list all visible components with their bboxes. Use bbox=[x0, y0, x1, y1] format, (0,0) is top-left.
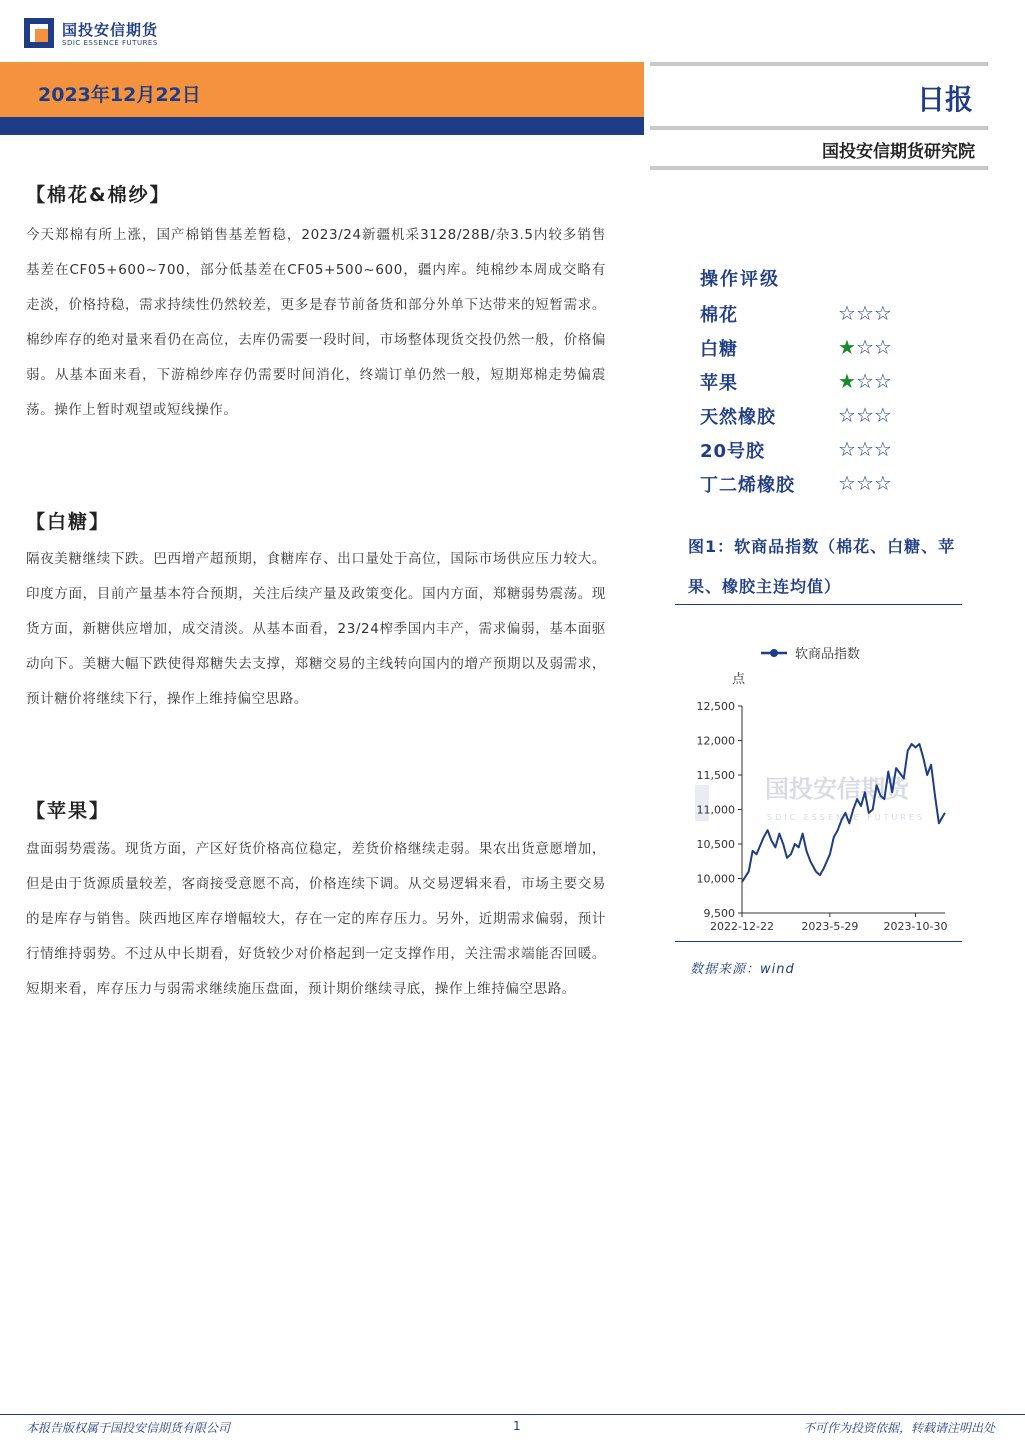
rating-stars bbox=[838, 335, 892, 359]
rating-panel bbox=[700, 265, 980, 503]
legend-label: 软商品指数 bbox=[795, 647, 861, 662]
y-tick-label: 12,500 bbox=[696, 700, 735, 713]
report-type: 日报 bbox=[916, 83, 973, 116]
report-date: 2023年12月22日 bbox=[38, 84, 201, 106]
x-tick-label: 2022-12-22 bbox=[710, 920, 774, 933]
star-empty-icon: ☆ bbox=[873, 437, 892, 461]
banner-strip bbox=[0, 117, 644, 135]
rating-label: 白糖 bbox=[700, 339, 738, 360]
section-title-apple: 【苹果】 bbox=[26, 800, 111, 822]
section-body-sugar: 隔夜美糖继续下跌。巴西增产超预期，食糖库存、出口量处于高位，国际市场供应压力较大。印度方面，目前产量基本符合预期，关注后续产量及政策变化。国内方面，郑糖弱势震荡。现货方面，新糖供应增加，成交清淡。从基本面看，23/24榨季国内丰产，需求偏弱，基本面驱动向下。美糖大幅下跌使得郑糖失去支撑，郑糖交易的主线转向国内的增产预期以及弱需求，预计糖价将继续下行，操作上维持偏空思路。 bbox=[26, 551, 606, 707]
y-tick-label: 11,500 bbox=[696, 769, 735, 782]
data-source: 数据来源：wind bbox=[690, 962, 795, 977]
page-number: 1 bbox=[513, 1419, 521, 1433]
rating-row bbox=[700, 299, 980, 333]
soft-commodity-index-chart bbox=[675, 630, 965, 940]
figure-title: 图1：软商品指数（棉花、白糖、苹果、橡胶主连均值） bbox=[688, 537, 956, 596]
rating-panel-title: 操作评级 bbox=[700, 269, 780, 290]
rating-row bbox=[700, 367, 980, 401]
header-divider bbox=[650, 62, 988, 66]
star-empty-icon: ☆ bbox=[873, 301, 892, 325]
rating-row bbox=[700, 401, 980, 435]
institute-name: 国投安信期货研究院 bbox=[822, 142, 975, 162]
rating-label: 天然橡胶 bbox=[700, 407, 776, 428]
watermark-text: 国投安信期货 bbox=[765, 775, 909, 803]
y-tick-label: 11,000 bbox=[696, 803, 735, 817]
section-title-cotton: 【棉花&棉纱】 bbox=[26, 184, 171, 206]
footer-divider bbox=[0, 1414, 1025, 1415]
section-title-sugar: 【白糖】 bbox=[26, 511, 111, 533]
logo-text-en: SDIC ESSENCE FUTURES bbox=[62, 39, 158, 47]
star-empty-icon: ☆ bbox=[873, 471, 892, 495]
y-tick-label: 10,500 bbox=[696, 838, 735, 851]
header-divider bbox=[650, 126, 988, 130]
x-tick-label: 2023-10-30 bbox=[883, 920, 948, 933]
star-empty-icon: ☆ bbox=[838, 471, 856, 495]
rating-row bbox=[700, 435, 980, 469]
rating-label: 丁二烯橡胶 bbox=[700, 475, 795, 496]
star-empty-icon: ☆ bbox=[855, 437, 874, 461]
company-logo bbox=[24, 18, 164, 52]
star-filled-icon: ★ bbox=[838, 335, 856, 359]
rating-stars bbox=[838, 301, 892, 325]
star-empty-icon: ☆ bbox=[873, 403, 892, 427]
rating-label: 苹果 bbox=[700, 373, 738, 394]
rating-row bbox=[700, 333, 980, 367]
footer-disclaimer: 不可作为投资依据，转载请注明出处 bbox=[802, 1421, 995, 1435]
star-empty-icon: ☆ bbox=[855, 369, 874, 393]
rating-stars bbox=[838, 471, 892, 495]
footer-copyright: 本报告版权属于国投安信期货有限公司 bbox=[26, 1421, 231, 1435]
section-body-apple: 盘面弱势震荡。现货方面，产区好货价格高位稳定，差货价格继续走弱。果农出货意愿增加，但是由于货源质量较差，客商接受意愿不高，价格连续下调。从交易逻辑来看，市场主要交易的是库存与销售。陕西地区库存增幅较大，存在一定的库存压力。另外，近期需求偏弱，预计行情维持弱势。不过从中长期看，好货较少对价格起到一定支撑作用，关注需求端能否回暖。短期来看，库存压力与弱需求继续施压盘面，预计期价继续寻底，操作上维持偏空思路。 bbox=[26, 841, 606, 997]
y-tick-label: 10,000 bbox=[696, 872, 735, 886]
header-divider bbox=[650, 166, 988, 170]
star-empty-icon: ☆ bbox=[855, 403, 874, 427]
star-empty-icon: ☆ bbox=[873, 335, 892, 359]
y-tick-label: 12,000 bbox=[696, 734, 735, 748]
legend-marker bbox=[770, 649, 778, 657]
rating-stars bbox=[838, 437, 892, 461]
star-empty-icon: ☆ bbox=[838, 403, 856, 427]
rating-label: 20号胶 bbox=[700, 441, 766, 462]
rating-row bbox=[700, 469, 980, 503]
figure-rule bbox=[675, 941, 962, 942]
star-empty-icon: ☆ bbox=[873, 369, 892, 393]
star-filled-icon: ★ bbox=[838, 369, 856, 393]
figure-rule bbox=[675, 604, 962, 605]
y-axis-label: 点 bbox=[732, 672, 746, 687]
y-tick-label: 9,500 bbox=[703, 907, 735, 920]
logo-mark-icon bbox=[24, 18, 54, 48]
star-empty-icon: ☆ bbox=[838, 437, 856, 461]
rating-stars bbox=[838, 369, 892, 393]
rating-label: 棉花 bbox=[700, 305, 738, 326]
star-empty-icon: ☆ bbox=[838, 301, 856, 325]
watermark-text-en: SDIC ESSENCE FUTURES bbox=[767, 813, 926, 822]
star-empty-icon: ☆ bbox=[855, 301, 874, 325]
rating-stars bbox=[838, 403, 892, 427]
star-empty-icon: ☆ bbox=[855, 335, 874, 359]
x-tick-label: 2023-5-29 bbox=[801, 920, 859, 933]
section-body-cotton: 今天郑棉有所上涨，国产棉销售基差暂稳，2023/24新疆机采3128/28B/杂3.5内较多销售基差在CF05+600~700，部分低基差在CF05+500~600，疆内库。纯棉纱本周成交略有走淡，价格持稳，需求持续性仍然较差，更多是春节前备货和部分外单下达带来的短暂需求。棉纱库存的绝对量来看仍在高位，去库仍需要一段时间，市场整体现货交投仍然一般，价格偏弱。从基本面来看，下游棉纱库存仍需要时间消化，终端订单仍然一般，短期郑棉走势偏震荡。操作上暂时观望或短线操作。 bbox=[26, 227, 606, 418]
logo-text-cn: 国投安信期货 bbox=[62, 21, 159, 39]
star-empty-icon: ☆ bbox=[855, 471, 874, 495]
